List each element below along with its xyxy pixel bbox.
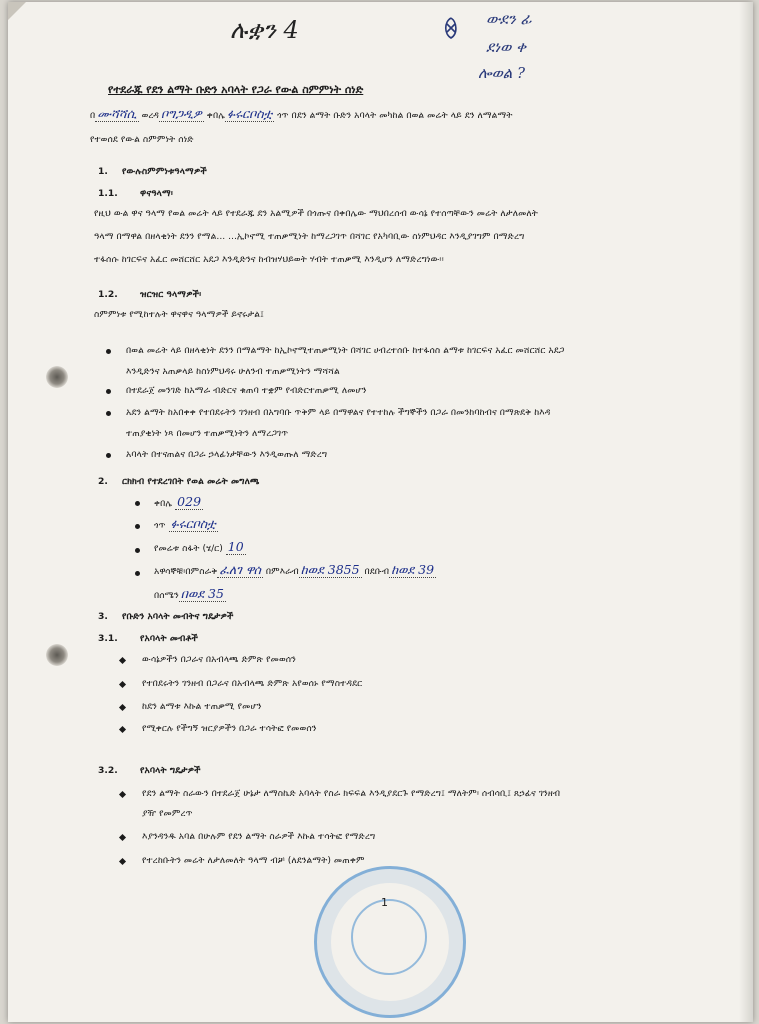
section-1-1-line-3: ተፋሰሱ ከገርፍና አፈር መሸርሸር አደጋ እንዲድንና ከብዝሃህይወት ሃብት ተጠቃሚ እንዲሆን ለማድረግነው፡፡ bbox=[94, 254, 444, 265]
bullet-dot-icon bbox=[135, 548, 140, 553]
section-1-2-number: 1.2. bbox=[98, 289, 118, 300]
section-3-1-heading: የአባላት መብቶች bbox=[140, 633, 198, 644]
bullet-dot-icon bbox=[135, 524, 140, 529]
boundary-west-fill: ከወደ 3855 bbox=[300, 562, 360, 577]
intro-woreda-fill: ቦግጋዲዎ bbox=[161, 106, 202, 121]
section-2-heading: ርክክብ የተደረገበት የወል መሬት መግለጫ bbox=[122, 476, 260, 487]
bullet-diamond-icon bbox=[119, 704, 126, 711]
section-1-2-bullet-4: አባላት በተናጠልና በጋራ ኃላፊነታቸውን እንዲወጡለ ማድረግ bbox=[126, 449, 328, 460]
handwritten-title: ሉቋን 4 bbox=[230, 16, 299, 44]
got-fill: ፉሩርቦስቷ bbox=[170, 516, 216, 531]
intro-kebele-fill: ፉሩርቦስቷ bbox=[227, 106, 273, 121]
punch-hole-icon bbox=[46, 366, 68, 388]
section-3-1-bullet-2: የተበደሩትን ገንዘብ በጋራና በአብላጫ ድምጽ አየወሰኑ የማስተዳደር bbox=[142, 678, 363, 689]
section-1-2-bullet-1-line-2: እንዲድንና አጠቃላይ ከስነምህዳሩ ሁለንብ ተጠቃሚነትን ማሻሻል bbox=[126, 366, 340, 377]
boundary-south-label: በደቡብ bbox=[364, 566, 390, 577]
section-3-1-bullet-3: ከደን ልማቱ እኩል ተጠቃሚ የመሆን bbox=[142, 701, 262, 712]
boundary-north-fill: በወደ 35 bbox=[180, 586, 224, 601]
kebele-label: ቀበሌ bbox=[154, 498, 173, 509]
boundary-north-label: በሰሜን bbox=[154, 590, 179, 601]
bullet-dot-icon bbox=[106, 349, 111, 354]
section-3-heading: የቡድን አባላት መብትና ግዴታዎች bbox=[122, 611, 234, 622]
section-3-2-bullet-2: እያንዳንዱ አባል በሁሉም የደን ልማት ስራዎች እኩል ተሳትፎ የማድረግ bbox=[142, 831, 376, 842]
official-seal-inner-ring bbox=[351, 899, 427, 975]
bullet-dot-icon bbox=[106, 453, 111, 458]
bullet-dot-icon bbox=[106, 389, 111, 394]
page-number: 1 bbox=[381, 896, 388, 909]
section-3-2-heading: የአባላት ግዴታዎች bbox=[140, 765, 201, 776]
section-1-1-heading: ዋናዓላማ፡ bbox=[140, 188, 173, 199]
bullet-diamond-icon bbox=[119, 657, 126, 664]
section-1-2-bullet-3-line-1: አደን ልማት ከአበቀቀ የተበደሩትን ገንዘብ በአግባቡ ጥቅም ላይ በማዋልና የተተከሉ ችግኞችን በጋራ በመንከባከብና በማጽደቅ ከእዳ bbox=[126, 407, 551, 418]
intro-kebele-label: ቀበሌ bbox=[206, 110, 226, 121]
bullet-diamond-icon bbox=[119, 681, 126, 688]
section-1-1-line-2: ዓላማ በማዋል በዘላቂነት ደንን የማል... ...ኢኮኖሚ ተጠቃሚነት ከማረጋገጥ በሻገር የአካባቢው ስነምህዳር እንዲያገግም በማድረግ bbox=[94, 231, 525, 242]
section-1-2-bullet-3-line-2: ተጠያቂነት ነጻ በመሆን ተጠቃሚነትን ለማረጋገጥ bbox=[126, 428, 289, 439]
intro-woreda-label: ወረዳ bbox=[141, 110, 160, 121]
document-title: የተደራጁ የደን ልማት ቡድን አባላት የጋራ የውል ስምምነት ሰነድ bbox=[108, 83, 364, 96]
intro-prefix: በ bbox=[90, 110, 96, 121]
area-label: የመሬቱ ስፋት (ሄ/ር) bbox=[154, 543, 223, 554]
area-fill: 10 bbox=[227, 539, 244, 554]
handwritten-note-2: ደነወ ቀ bbox=[486, 38, 527, 56]
document-page bbox=[8, 2, 753, 1022]
kebele-fill: 029 bbox=[177, 494, 202, 509]
bullet-dot-icon bbox=[135, 501, 140, 506]
area-item bbox=[154, 541, 246, 555]
kebele-item bbox=[154, 496, 203, 510]
bullet-diamond-icon bbox=[119, 858, 126, 865]
section-3-1-bullet-1: ውሳኔዎችን በጋራና በአብላጫ ድምጽ የመወሰን bbox=[142, 654, 296, 665]
section-1-number: 1. bbox=[98, 166, 108, 177]
section-1-2-heading: ዝርዝር ዓላማዎች፡ bbox=[140, 289, 202, 300]
got-label: ጎጥ bbox=[154, 520, 166, 531]
bullet-diamond-icon bbox=[119, 791, 126, 798]
section-2-number: 2. bbox=[98, 476, 108, 487]
boundary-east-fill: ፈለገ ዋሰ bbox=[219, 562, 261, 577]
boundary-east-label: አዋሳኞቹ፡በምስራቅ bbox=[154, 566, 218, 577]
section-3-2-number: 3.2. bbox=[98, 765, 118, 776]
bullet-diamond-icon bbox=[119, 834, 126, 841]
handwritten-note-1: ውደን ፊ bbox=[486, 10, 532, 28]
section-3-2-bullet-1-line-2: ያዥ የመምረጥ bbox=[142, 808, 193, 819]
section-3-2-bullet-3: የተረከቡትን መሬት ለታለመለት ዓላማ ብቻ (ለደንልማት) መጠቀም bbox=[142, 855, 365, 866]
handwritten-note-3: ሎወል ? bbox=[478, 64, 526, 82]
section-1-1-number: 1.1. bbox=[98, 188, 118, 199]
page-corner-fold bbox=[8, 2, 26, 20]
section-1-2-bullet-2: በተደራጀ መንገድ ከአማራ ብድርና ቁጠባ ተቋም የብድርተጠቃሚ ለመሆን bbox=[126, 385, 367, 396]
bullet-dot-icon bbox=[135, 571, 140, 576]
boundary-north-line bbox=[154, 588, 226, 602]
bullet-dot-icon bbox=[106, 411, 111, 416]
intro-line-2: የተወሰደ የውል ስምምነት ሰነድ bbox=[90, 134, 194, 145]
section-3-2-bullet-1-line-1: የደን ልማት ስራውን በተደራጀ ሁኔታ ለማስኬድ አባላት የስራ ክፍፍል እንዲያደርጉ የማድረግ፤ ማለትም፡ ሰብሳቢ፤ ጸኃፊና ገንዘብ bbox=[142, 788, 561, 799]
section-1-2-bullet-1-line-1: በወል መሬት ላይ በዘላቂነት ደንን በማልማት ከኢኮኖሚተጠቃሚነት በሻገር ሀብረተሰቡ ከተፋሰስ ልማቱ ከገርፍና አፈር መሸርሸር አደጋ bbox=[126, 345, 565, 356]
got-item bbox=[154, 518, 218, 532]
section-1-2-intro: ስምምነቱ የሚከተሉት ዋናዋና ዓላማዎች ይኖሩታል፤ bbox=[94, 309, 264, 320]
section-1-heading: የውሉስምምነቱዓላማዎች bbox=[122, 166, 207, 177]
intro-suffix: ጎጥ በደን ልማት ቡድን አባላት መካከል በወል መሬት ላይ ደን ለማልማት bbox=[277, 110, 513, 121]
section-3-number: 3. bbox=[98, 611, 108, 622]
handwritten-scribble-icon bbox=[442, 16, 460, 40]
section-3-1-number: 3.1. bbox=[98, 633, 118, 644]
intro-name-fill: ሙሻሻሲ bbox=[97, 106, 137, 121]
boundary-west-label: በምእራብ bbox=[265, 566, 299, 577]
boundaries-line bbox=[154, 564, 436, 578]
intro-line-1 bbox=[90, 108, 513, 122]
bullet-diamond-icon bbox=[119, 726, 126, 733]
boundary-south-fill: ከወደ 39 bbox=[391, 562, 435, 577]
official-seal-stamp bbox=[314, 866, 466, 1018]
punch-hole-icon bbox=[46, 644, 68, 666]
section-1-1-line-1: የዚህ ውል ዋና ዓላማ የወል መሬት ላይ የተደራጁ ደን አልሚዎች በጎጡና በቀበሌው ማህበረሰብ ውሳኔ የተሰጣቸውን መሬት ለታለመለት bbox=[94, 208, 538, 219]
section-3-1-bullet-4: የሚቀርሉ የችግኝ ዝርያዎችን በጋራ ተሳትፎ የመወሰን bbox=[142, 723, 317, 734]
